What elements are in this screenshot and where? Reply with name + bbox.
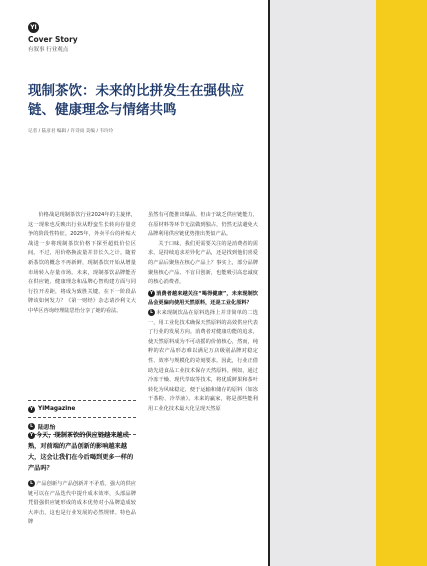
question-icon: Y bbox=[149, 290, 154, 296]
answer-2-text: 未来现制饮品在原料选择上并非简单的二选一，用工业化技术确保天然原料的高效供应代表了行业的发展方向。消费者对健康功能的追求，使天然原料成为不可动摇的价值核心，然而，纯粹的农产品形态难以满足万店级别品牌对稳定性、效率与规模化的苛刻要求。因此，行业正借助先进食品工业技术保存天然原料。例如，通过冷冻干燥、现代萃取等技术，将优质鲜果和茶叶转化为风味稳定、便于运输和储存的原料（如冻干茶粉、冷萃液）。未来的赢家，将是那些能利用工业化技术最大化呈现天然原 bbox=[148, 309, 258, 412]
side-panel-yellow bbox=[376, 0, 427, 566]
intro-paragraph: 价格战是现制茶饮行业2024年的主旋律，这一现象也反映出行业从野蛮生长转向存量竞争的阶段性特征。2025年，外卖平台的补贴大战进一步将现制茶饮价格下探至超低价位区间。不过，用价格换流量并非长久之计。随着新茶饮的概念不再新鲜，现制茶饮开始从增量市场转入存量市场。未来，现制茶饮品牌能否在供应链、健康理念和品牌心智构建方面与同行拉开差距，将成为致胜关键。在下一阶段品牌该如何发力？《第一财经》杂志请沙利文大中华区咨询经理陆思怡分享了她的看法。 bbox=[28, 212, 136, 314]
brand-tag-icon: Y bbox=[29, 406, 34, 412]
tag-divider bbox=[28, 400, 136, 401]
section-title: Cover Story bbox=[28, 35, 78, 44]
answer-1-text: 产品创新与产品创新并不矛盾。强大的供应链可以在产品迭代中提升成本效率，头部品牌凭借强供应链形成的成本优势对小品牌造成较大冲击，这也是行业发展的必然规律。特色品牌 bbox=[28, 481, 136, 526]
answer-icon: L bbox=[28, 480, 35, 487]
tag-person-label: 陆思怡 bbox=[38, 424, 56, 431]
answer-1 bbox=[28, 480, 136, 528]
question-2-text: 消费者越来越关注“喝得健康”，未来现制饮品会更偏向使用天然原料，还是工业化原料？ bbox=[148, 290, 258, 307]
article-headline: 现制茶饮：未来的比拼发生在强供应链、健康理念与情绪共鸣 bbox=[28, 83, 244, 118]
column-right bbox=[148, 211, 258, 414]
tag-divider bbox=[28, 417, 136, 418]
yi-logo-icon: YI bbox=[28, 22, 39, 33]
column-left-intro bbox=[28, 211, 136, 317]
answer-1-continued: 虽然有可能推出爆品，但由于缺乏供应链能力，在原材料等环节无法做到独占，仍然无法避免大品牌利用供应链优势推出类似产品。 bbox=[148, 212, 258, 238]
question-icon: Y bbox=[29, 432, 34, 438]
answer-2 bbox=[148, 309, 258, 415]
tag-brand-label: YiMagazine bbox=[38, 406, 76, 412]
article-credits: 记者 / 陆彦君 编辑 / 许诗雨 美编 / 韦玲玲 bbox=[28, 129, 114, 134]
side-panel-gray bbox=[270, 0, 376, 566]
paragraph-2: 关于口味，我们更需要关注的是消费者的需求，是持续追求差异化产品，还是找到他们喜爱的产品后聚焦在核心产品上？事实上，部分品牌聚焦核心产品、不盲目创新，也能吸引高忠诚度的核心消费者。 bbox=[148, 240, 258, 286]
tag-brand-row bbox=[28, 403, 136, 415]
question-1 bbox=[28, 430, 136, 474]
person-tag-icon: L bbox=[28, 423, 35, 430]
question-2 bbox=[148, 290, 258, 309]
answer-icon: L bbox=[148, 309, 155, 316]
question-1-text: 今天，现制茶饮的供应链越来越成熟，对前端的产品创新的影响越来越大，这会让我们在今后喝到更多一样的产品吗？ bbox=[28, 432, 134, 472]
section-subtitle: 有叙事 行业观点 bbox=[28, 47, 69, 53]
